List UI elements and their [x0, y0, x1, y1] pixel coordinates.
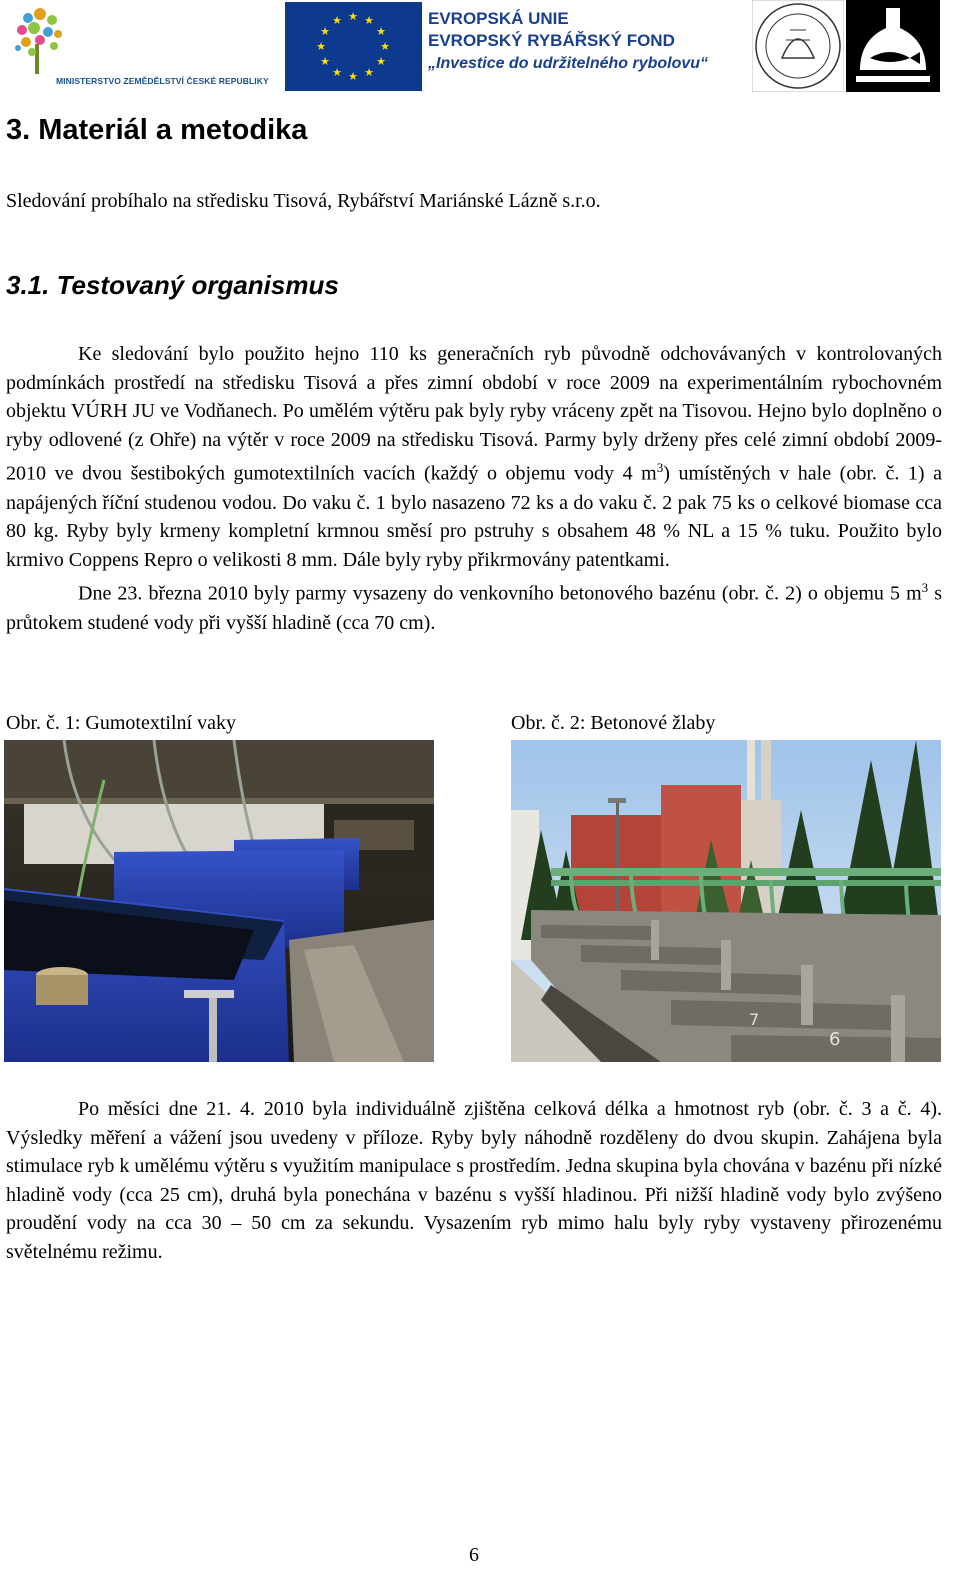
eu-union-label: EVROPSKÁ UNIE	[428, 9, 569, 28]
paragraph	[6, 574, 942, 637]
svg-text:★: ★	[348, 10, 358, 23]
figure-1-caption: Obr. č. 1: Gumotextilní vaky	[6, 712, 236, 734]
svg-text:★: ★	[320, 25, 330, 38]
svg-text:★: ★	[364, 14, 374, 27]
figure-2-caption: Obr. č. 2: Betonové žlaby	[511, 712, 716, 734]
eu-fund-label: EVROPSKÝ RYBÁŘSKÝ FOND	[428, 31, 675, 50]
eu-slogan: „Investice do udržitelného rybolovu“	[428, 55, 709, 72]
eu-flag-icon	[285, 2, 422, 91]
subsection-title: 3.1. Testovaný organismus	[6, 270, 339, 300]
text-run: Ke sledování bylo použito hejno 110 ks generačních ryb původně odchovávaných v kontrolovaných podmínkách prostředí na středisku Tisová a přes zimní období v roce 2009 na experimentálním rybochovném objektu VÚRH JU ve Vodňanech. Po umělém výtěru pak byly ryby vráceny zpět na Tisovou. Hejno bylo doplněno o ryby odlovené (z Ohře) na výtěr v roce 2009 na středisku Tisová. Parmy byly drženy přes celé zimní období 2009-2010 ve dvou šestibokých gumotextilních vacích (každý o objemu vody 4 m	[6, 343, 942, 486]
trough-number: 7	[749, 1010, 760, 1029]
superscript: 3	[656, 460, 664, 476]
photo-rubber-tanks	[4, 740, 434, 1062]
svg-text:★: ★	[332, 66, 342, 79]
body-paragraph-organism	[6, 340, 942, 637]
text-run: ) umístěných v hale (obr. č. 1) a napájených říční studenou vodou. Do vaku č. 1 bylo nasazeno 72 ks a do vaku č. 2 pak 75 ks o celkové biomase cca 80 kg. Ryby byly krmeny kompletní krmnou směsí pro pstruhy s obsahem 48 % NL a 15 % tuku. Použito bylo krmivo Coppens Repro o velikosti 8 mm. Dále byly ryby přikrmovány patentkami.	[6, 463, 942, 571]
photo-concrete-troughs	[511, 740, 941, 1062]
intro-text: Sledování probíhalo na středisku Tisová, Rybářství Mariánské Lázně s.r.o.	[6, 190, 601, 212]
paragraph	[6, 340, 942, 574]
page-number: 6	[469, 1544, 479, 1566]
paragraph: Po měsíci dne 21. 4. 2010 byla individuálně zjištěna celková délka a hmotnost ryb (obr. č. 3 a č. 4). Výsledky měření a vážení jsou uvedeny v příloze. Ryby byly náhodně rozděleny do dvou skupin. Zahájena byla stimulace ryb k umělému výtěru s využitím manipulace s prostředím. Jedna skupina byla chována v bazénu při nízké hladině vody (cca 25 cm), druhá byla ponechána v bazénu s vyšší hladinou. Při nižší hladině vody bylo zvýšeno proudění vody na cca 30 – 50 cm za sekundu. Vysazením ryb mimo halu byly ryby vystaveny přirozenému světelnému režimu.	[6, 1098, 942, 1263]
body-paragraph-measurement	[6, 1095, 942, 1267]
svg-text:★: ★	[332, 14, 342, 27]
ministry-logo-text: MINISTERSTVO ZEMĚDĚLSTVÍ ČESKÉ REPUBLIKY	[56, 76, 269, 86]
svg-text:★: ★	[316, 40, 326, 53]
svg-text:★: ★	[320, 55, 330, 68]
text-run: Dne 23. března 2010 byly parmy vysazeny do venkovního betonového bazénu (obr. č. 2) o objemu 5 m	[78, 583, 922, 606]
fish-logo-icon	[846, 0, 940, 92]
eu-fund-text	[428, 8, 708, 76]
svg-text:★: ★	[376, 55, 386, 68]
svg-text:★: ★	[380, 40, 390, 53]
svg-text:★: ★	[348, 70, 358, 83]
section-title: 3. Materiál a metodika	[6, 114, 308, 146]
tree-icon	[8, 4, 68, 76]
ministry-logo	[8, 4, 269, 92]
superscript: 3	[921, 580, 929, 596]
university-seal-icon	[752, 0, 844, 92]
svg-text:★: ★	[376, 25, 386, 38]
trough-number: 6	[829, 1029, 841, 1050]
text-run: s průtokem studené vody při vyšší hladině (cca 70 cm).	[6, 583, 942, 634]
svg-text:★: ★	[364, 66, 374, 79]
